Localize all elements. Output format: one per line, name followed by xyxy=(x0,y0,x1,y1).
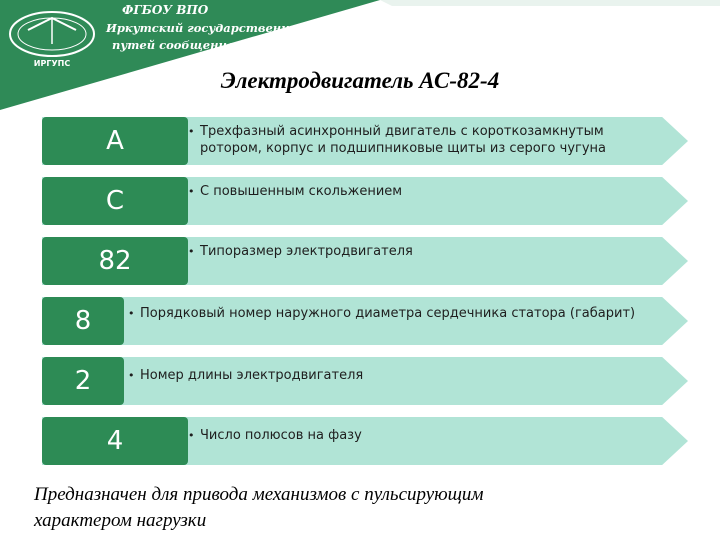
code-box: 4 xyxy=(42,417,188,465)
row-description-text: Типоразмер электродвигателя xyxy=(200,244,413,259)
row-description-text: Трехфазный асинхронный двигатель с короткозамкнутым ротором, корпус и подшипниковые щиты из серого чугуна xyxy=(200,124,607,156)
purpose-note xyxy=(34,482,674,534)
row-description xyxy=(128,305,648,322)
bullet-icon: • xyxy=(128,307,135,320)
bullet-icon: • xyxy=(188,185,195,198)
org-line-2: Иркутский государственный университет xyxy=(106,21,408,35)
row-description xyxy=(188,427,656,444)
bullet-icon: • xyxy=(188,245,195,258)
row-description xyxy=(188,123,656,157)
row-description-text: Порядковый номер наружного диаметра сердечника статора (габарит) xyxy=(140,306,636,321)
code-box: А xyxy=(42,117,188,165)
logo-text: ИРГУПС xyxy=(33,59,71,68)
code-box: 8 xyxy=(42,297,124,345)
row-description xyxy=(188,183,656,200)
org-line-3: путей сообщения xyxy=(112,38,236,52)
bullet-icon: • xyxy=(128,369,135,382)
code-box: 82 xyxy=(42,237,188,285)
row-description xyxy=(188,243,656,260)
university-logo xyxy=(6,4,98,70)
row-description-text: Номер длины электродвигателя xyxy=(140,368,364,383)
purpose-note-line-2: характером нагрузки xyxy=(34,510,207,531)
row-description xyxy=(128,367,648,384)
code-box: 2 xyxy=(42,357,124,405)
org-line-1: ФГБОУ ВПО xyxy=(122,3,209,17)
bullet-icon: • xyxy=(188,429,195,442)
slide-title: Электродвигатель АС-82-4 xyxy=(220,68,500,93)
row-description-text: С повышенным скольжением xyxy=(200,184,403,199)
bullet-icon: • xyxy=(188,125,195,138)
purpose-note-line-1: Предназначен для привода механизмов с пульсирующим xyxy=(34,484,484,505)
code-box: С xyxy=(42,177,188,225)
row-description-text: Число полюсов на фазу xyxy=(200,428,362,443)
